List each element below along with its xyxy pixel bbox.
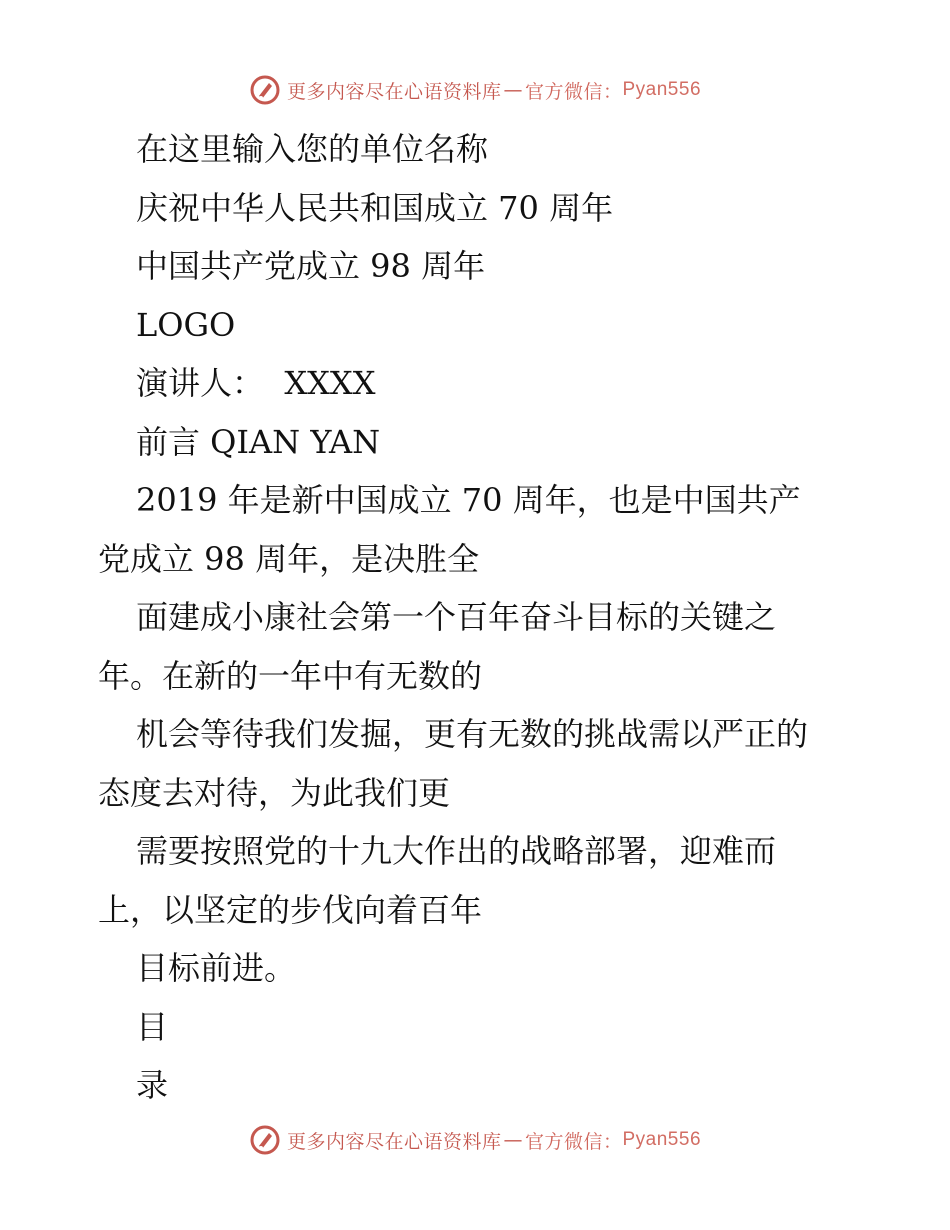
- party-anniversary-line: 中国共产党成立 98 周年: [136, 247, 486, 285]
- watermark-contact-label: 官方微信：: [524, 1130, 623, 1153]
- paragraph-line: 面建成小康社会第一个百年奋斗目标的关键之: [136, 598, 777, 636]
- header-watermark: [0, 70, 950, 110]
- document-body: [98, 120, 858, 1115]
- toc-heading-char-2: 录: [136, 1066, 169, 1104]
- pen-nib-logo-icon: [249, 1124, 281, 1156]
- pen-nib-logo-icon: [249, 74, 281, 106]
- watermark-text: 更多内容尽在心语资料库: [286, 1130, 502, 1153]
- watermark-dash: —: [503, 79, 523, 101]
- paragraph-line: 机会等待我们发掘，更有无数的挑战需以严正的: [136, 715, 809, 753]
- paragraph-line: 态度去对待，为此我们更: [98, 773, 451, 812]
- watermark-dash: —: [503, 1129, 523, 1151]
- paragraph-line: 需要按照党的十九大作出的战略部署，迎难而: [136, 832, 777, 870]
- paragraph-line: 党成立 98 周年，是决胜全: [98, 539, 480, 578]
- org-name-line: 在这里输入您的单位名称: [136, 130, 489, 168]
- logo-placeholder-line: LOGO: [136, 305, 236, 344]
- celebration-title-line: 庆祝中华人民共和国成立 70 周年: [136, 188, 614, 227]
- watermark-contact-label: 官方微信：: [524, 80, 623, 103]
- preface-heading: 前言 QIAN YAN: [136, 422, 381, 461]
- paragraph-line: 年。在新的一年中有无数的: [98, 656, 483, 695]
- watermark-text: 更多内容尽在心语资料库: [286, 80, 502, 103]
- paragraph-line: 目标前进。: [136, 949, 297, 987]
- paragraph-line: 2019 年是新中国成立 70 周年，也是中国共产: [136, 481, 801, 519]
- watermark-contact-id: Pyan556: [622, 79, 702, 100]
- watermark-contact-id: Pyan556: [622, 1129, 702, 1150]
- footer-watermark: [0, 1120, 950, 1160]
- toc-heading-char-1: 目: [136, 1007, 169, 1046]
- speaker-line: 演讲人： XXXX: [136, 364, 376, 402]
- paragraph-line: 上，以坚定的步伐向着百年: [98, 890, 483, 929]
